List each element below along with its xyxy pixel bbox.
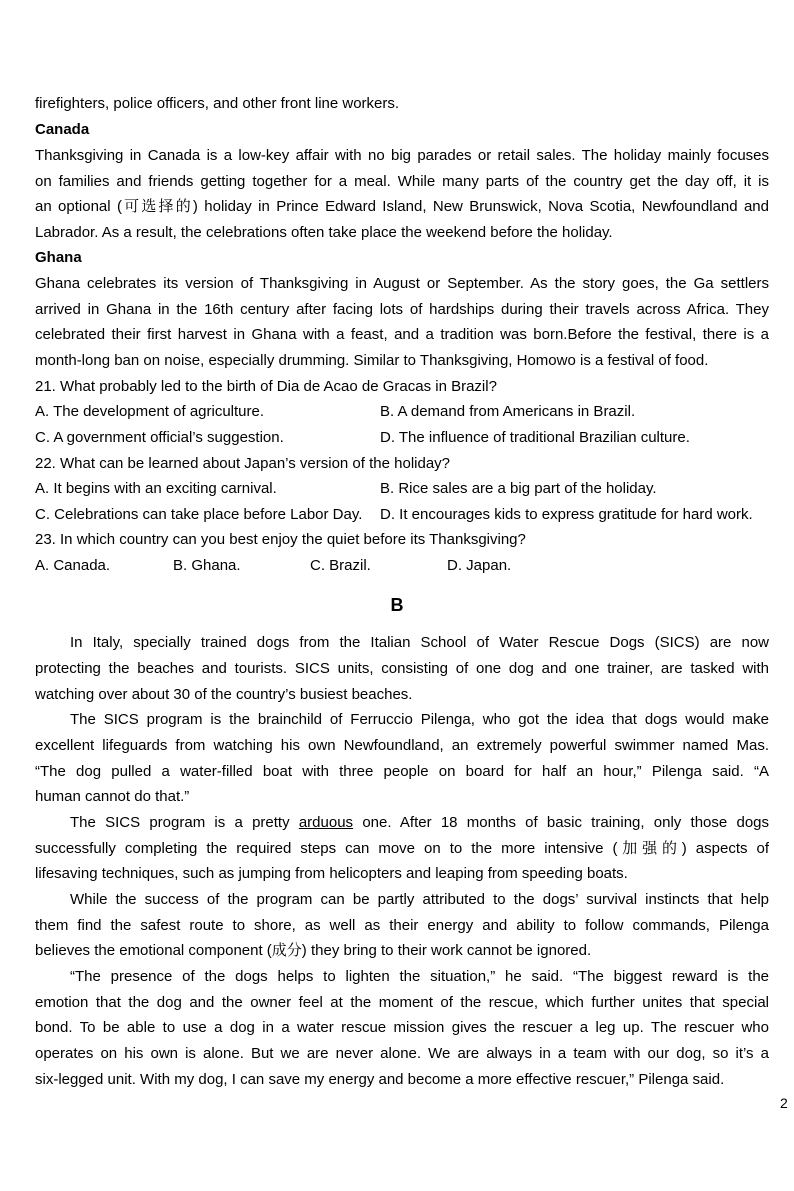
question-21-stem: 21. What probably led to the birth of Dia de Acao de Gracas in Brazil? bbox=[35, 378, 497, 395]
question-21-option-b[interactable]: B. A demand from Americans in Brazil. bbox=[380, 403, 636, 420]
passage-line: arrived in Ghana in the 16th century after facing lots of hardships during their travels across Africa. They bbox=[35, 301, 769, 318]
passage-line: an optional (可选择的) holiday in Prince Edward Island, New Brunswick, Nova Scotia, Newfoundland and bbox=[35, 198, 769, 215]
underlined-word-arduous: arduous bbox=[298, 814, 354, 831]
passage-line: month-long ban on noise, especially drumming. Similar to Thanksgiving, Homowo is a festival of food. bbox=[35, 352, 709, 369]
passage-line: human cannot do that.” bbox=[35, 788, 190, 805]
question-21-option-a[interactable]: A. The development of agriculture. bbox=[35, 403, 265, 420]
question-23-stem: 23. In which country can you best enjoy the quiet before its Thanksgiving? bbox=[35, 531, 526, 548]
passage-line: on families and friends getting together for a meal. While many parts of the country get the day off, it is bbox=[35, 173, 769, 190]
passage-line: Ghana celebrates its version of Thanksgiving in August or September. As the story goes, the Ga settlers bbox=[35, 275, 769, 292]
passage-line: “The presence of the dogs helps to lighten the situation,” he said. “The biggest reward is the bbox=[70, 968, 769, 985]
passage-line-with-vocab bbox=[70, 813, 769, 833]
section-b-title: B bbox=[390, 595, 404, 615]
passage-text: The SICS program is a pretty bbox=[70, 814, 290, 831]
passage-line: The SICS program is the brainchild of Ferruccio Pilenga, who got the idea that dogs would make bbox=[70, 711, 769, 728]
passage-line: Labrador. As a result, the celebrations often take place the weekend before the holiday. bbox=[35, 224, 613, 241]
question-21-option-d[interactable]: D. The influence of traditional Brazilian culture. bbox=[380, 429, 690, 446]
passage-line: bond. To be able to use a dog in a water rescue mission gives the rescuer a leg up. The rescuer who bbox=[35, 1019, 769, 1036]
page-number: 2 bbox=[780, 1095, 788, 1111]
question-22-option-d[interactable]: D. It encourages kids to express gratitude for hard work. bbox=[380, 506, 753, 523]
question-22-stem: 22. What can be learned about Japan’s version of the holiday? bbox=[35, 455, 451, 472]
question-23-option-c[interactable]: C. Brazil. bbox=[310, 557, 371, 574]
passage-line: “The dog pulled a water-filled boat with three people on board for half an hour,” Pilenga said. “A bbox=[35, 763, 769, 780]
passage-line: Thanksgiving in Canada is a low-key affair with no big parades or retail sales. The holiday mainly focuses bbox=[35, 147, 769, 164]
question-23-option-a[interactable]: A. Canada. bbox=[35, 557, 111, 574]
question-22-option-c[interactable]: C. Celebrations can take place before Labor Day. bbox=[35, 506, 363, 523]
passage-line: protecting the beaches and tourists. SICS units, consisting of one dog and one trainer, are tasked with bbox=[35, 660, 769, 677]
passage-line: emotion that the dog and the owner feel at the moment of the rescue, which further unites that special bbox=[35, 994, 769, 1011]
passage-line: firefighters, police officers, and other front line workers. bbox=[35, 95, 400, 112]
question-23-option-b[interactable]: B. Ghana. bbox=[173, 557, 241, 574]
passage-line: While the success of the program can be partly attributed to the dogs’ survival instincts that help bbox=[70, 891, 769, 908]
heading-canada: Canada bbox=[35, 121, 90, 138]
passage-line: excellent lifeguards from watching his own Newfoundland, an extremely powerful swimmer named Mas. bbox=[35, 737, 769, 754]
question-23-option-d[interactable]: D. Japan. bbox=[447, 557, 512, 574]
passage-line: In Italy, specially trained dogs from the Italian School of Water Rescue Dogs (SICS) are now bbox=[70, 634, 769, 651]
passage-line: celebrated their first harvest in Ghana with a feast, and a tradition was born.Before the festival, there is a bbox=[35, 326, 769, 343]
passage-line: believes the emotional component (成分) they bring to their work cannot be ignored. bbox=[35, 942, 592, 959]
question-21-option-c[interactable]: C. A government official’s suggestion. bbox=[35, 429, 284, 446]
passage-text: one. After 18 months of basic training, only those dogs bbox=[362, 814, 769, 831]
passage-line: operates on his own is alone. But we are never alone. We are always in a team with our dog, so it’s a bbox=[35, 1045, 769, 1062]
passage-line: watching over about 30 of the country’s busiest beaches. bbox=[35, 686, 413, 703]
passage-line: them find the safest route to shore, as well as their energy and ability to follow commands, Pilenga bbox=[35, 917, 769, 934]
question-22-option-b[interactable]: B. Rice sales are a big part of the holiday. bbox=[380, 480, 657, 497]
passage-line: six-legged unit. With my dog, I can save my energy and become a more effective rescuer,” Pilenga said. bbox=[35, 1071, 725, 1088]
question-22-option-a[interactable]: A. It begins with an exciting carnival. bbox=[35, 480, 277, 497]
passage-line: successfully completing the required steps can move on to the more intensive (加强的) aspects of bbox=[35, 840, 769, 857]
heading-ghana: Ghana bbox=[35, 249, 82, 266]
passage-line: lifesaving techniques, such as jumping from helicopters and leaping from speeding boats. bbox=[35, 865, 628, 882]
